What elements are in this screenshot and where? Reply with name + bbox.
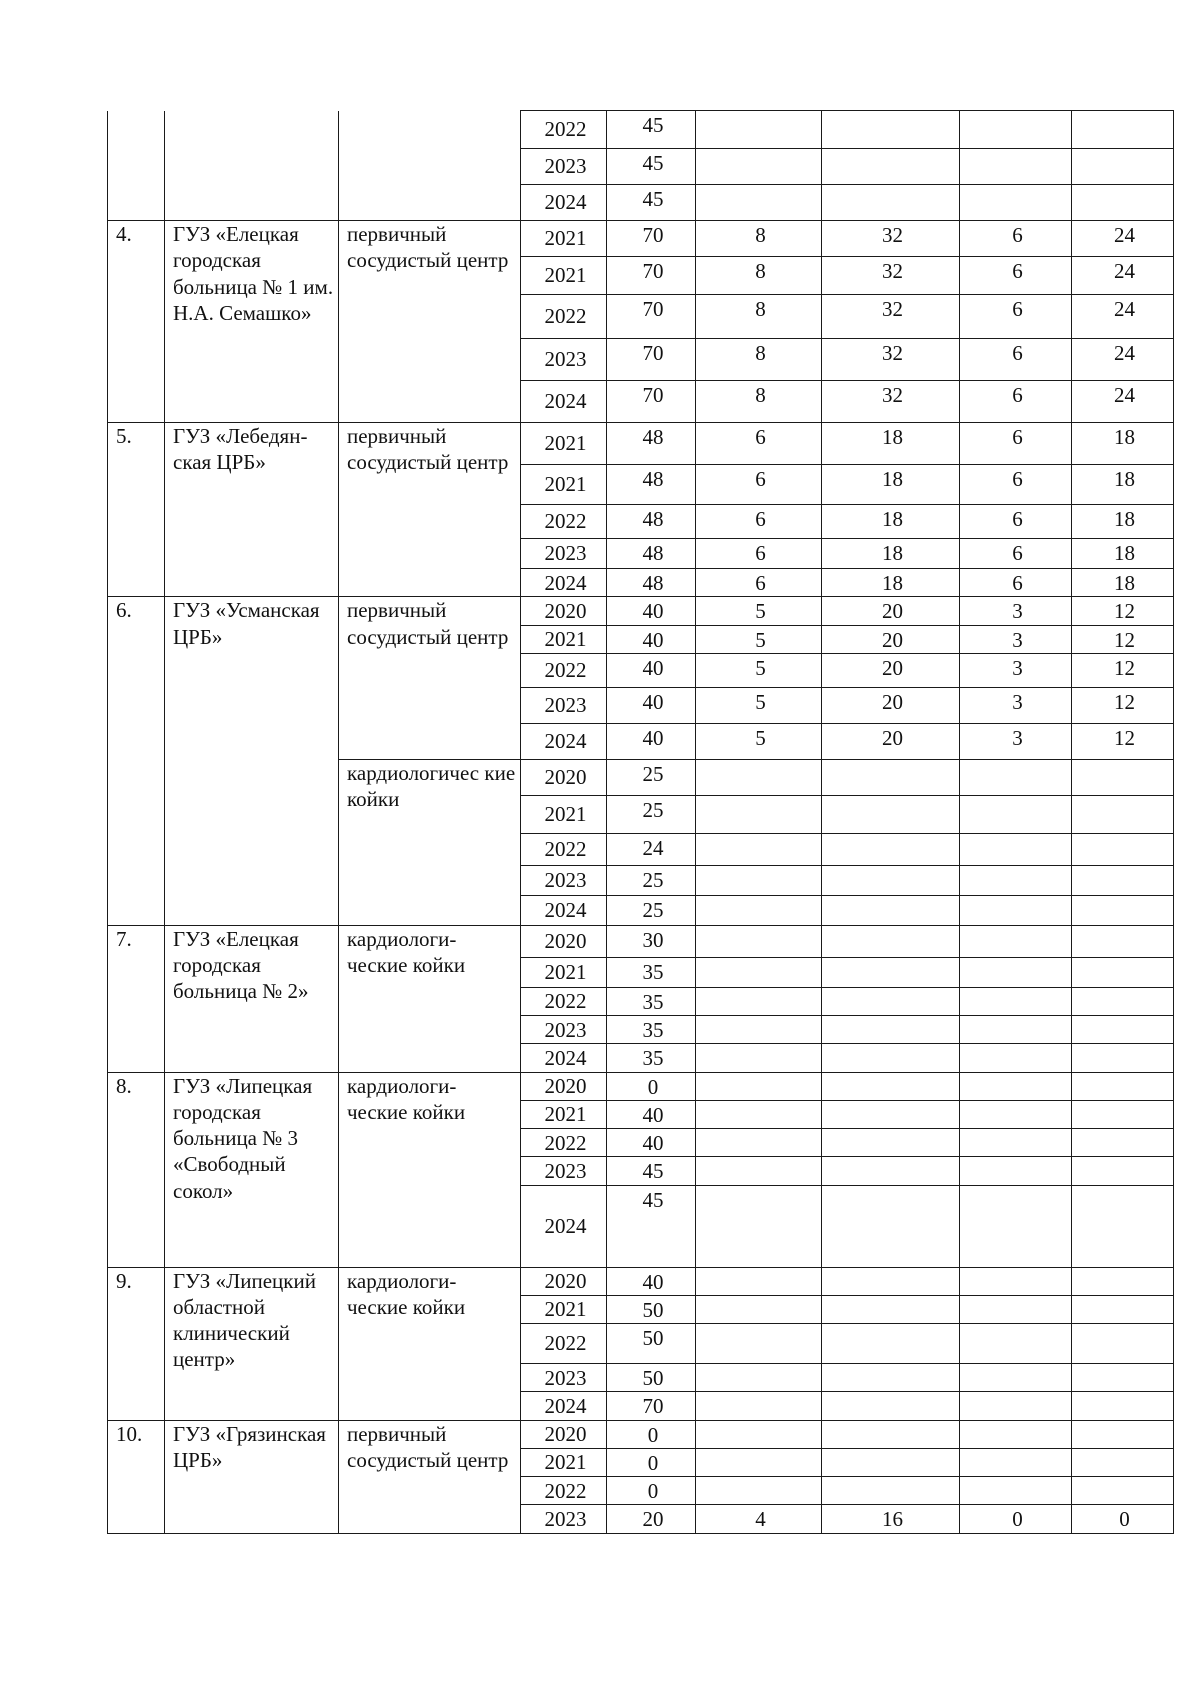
value-cell-c5: 6 (960, 339, 1072, 381)
beds-cell: 48 (607, 505, 696, 539)
value-cell-c4 (822, 795, 960, 833)
beds-cell: 45 (607, 111, 696, 149)
value-cell-c3: 6 (696, 505, 822, 539)
year-cell: 2021 (521, 1295, 607, 1323)
value-cell-c3: 5 (696, 597, 822, 625)
value-cell-c4 (822, 149, 960, 185)
year-cell: 2023 (521, 687, 607, 723)
value-cell-c3 (696, 1157, 822, 1185)
value-cell-c5: 6 (960, 295, 1072, 339)
year-cell: 2020 (521, 1420, 607, 1448)
beds-cell: 40 (607, 723, 696, 759)
row-number-cell: 10. (108, 1420, 165, 1533)
year-cell: 2023 (521, 149, 607, 185)
value-cell-c6: 12 (1072, 723, 1174, 759)
year-cell: 2023 (521, 339, 607, 381)
beds-cell: 45 (607, 185, 696, 221)
value-cell-c6: 24 (1072, 339, 1174, 381)
value-cell-c3 (696, 895, 822, 925)
organization-cell: ГУЗ «Елецкая городская больница № 2» (165, 925, 339, 1072)
value-cell-c3: 5 (696, 653, 822, 687)
beds-cell: 25 (607, 865, 696, 895)
table-row (108, 111, 1174, 149)
year-cell: 2021 (521, 625, 607, 653)
value-cell-c3 (696, 1420, 822, 1448)
value-cell-c6 (1072, 759, 1174, 795)
table-row (108, 597, 1174, 625)
value-cell-c3: 6 (696, 539, 822, 569)
value-cell-c5 (960, 1157, 1072, 1185)
value-cell-c6 (1072, 149, 1174, 185)
beds-cell: 24 (607, 833, 696, 865)
value-cell-c3 (696, 149, 822, 185)
row-number-cell: 9. (108, 1267, 165, 1420)
beds-cell: 0 (607, 1072, 696, 1100)
value-cell-c5 (960, 1072, 1072, 1100)
value-cell-c4 (822, 759, 960, 795)
value-cell-c4 (822, 1072, 960, 1100)
beds-cell: 0 (607, 1420, 696, 1448)
table-row (108, 1420, 1174, 1448)
organization-cell: ГУЗ «Елецкая городская больница № 1 им. Н.А. Семашко» (165, 221, 339, 423)
value-cell-c3: 6 (696, 569, 822, 597)
value-cell-c5 (960, 1016, 1072, 1044)
value-cell-c4: 32 (822, 295, 960, 339)
value-cell-c4 (822, 1392, 960, 1420)
value-cell-c6 (1072, 1324, 1174, 1364)
value-cell-c5: 6 (960, 569, 1072, 597)
beds-cell: 40 (607, 625, 696, 653)
value-cell-c3: 8 (696, 257, 822, 295)
value-cell-c4: 18 (822, 423, 960, 465)
year-cell: 2020 (521, 925, 607, 957)
value-cell-c6 (1072, 1392, 1174, 1420)
value-cell-c5: 3 (960, 597, 1072, 625)
value-cell-c6 (1072, 1295, 1174, 1323)
value-cell-c5 (960, 1477, 1072, 1505)
value-cell-c3 (696, 925, 822, 957)
value-cell-c6 (1072, 1267, 1174, 1295)
continued-num-cell (108, 111, 165, 221)
bed-type-cell: кардиологи-ческие койки (339, 1072, 521, 1267)
value-cell-c6 (1072, 795, 1174, 833)
beds-cell: 40 (607, 653, 696, 687)
value-cell-c4 (822, 1157, 960, 1185)
value-cell-c6 (1072, 1185, 1174, 1267)
beds-cell: 50 (607, 1295, 696, 1323)
beds-cell: 0 (607, 1477, 696, 1505)
value-cell-c4: 18 (822, 505, 960, 539)
value-cell-c4 (822, 1267, 960, 1295)
value-cell-c6 (1072, 1477, 1174, 1505)
value-cell-c5: 6 (960, 221, 1072, 257)
value-cell-c6 (1072, 865, 1174, 895)
year-cell: 2022 (521, 653, 607, 687)
table-body (108, 111, 1174, 1534)
value-cell-c6 (1072, 1364, 1174, 1392)
value-cell-c5: 3 (960, 723, 1072, 759)
value-cell-c5 (960, 1100, 1072, 1128)
row-number-cell: 5. (108, 423, 165, 597)
value-cell-c5 (960, 865, 1072, 895)
value-cell-c5 (960, 833, 1072, 865)
year-cell: 2021 (521, 257, 607, 295)
value-cell-c6: 12 (1072, 625, 1174, 653)
value-cell-c4 (822, 1324, 960, 1364)
value-cell-c5: 0 (960, 1505, 1072, 1533)
row-number-cell: 4. (108, 221, 165, 423)
value-cell-c4: 20 (822, 687, 960, 723)
year-cell: 2024 (521, 723, 607, 759)
value-cell-c5: 6 (960, 257, 1072, 295)
value-cell-c6 (1072, 1129, 1174, 1157)
year-cell: 2021 (521, 1448, 607, 1476)
value-cell-c5 (960, 987, 1072, 1015)
year-cell: 2022 (521, 833, 607, 865)
value-cell-c4: 32 (822, 339, 960, 381)
bed-type-cell: кардиологи-ческие койки (339, 925, 521, 1072)
year-cell: 2022 (521, 1129, 607, 1157)
value-cell-c4 (822, 1044, 960, 1072)
value-cell-c6 (1072, 957, 1174, 987)
value-cell-c6: 12 (1072, 597, 1174, 625)
value-cell-c6: 24 (1072, 221, 1174, 257)
row-number-cell: 8. (108, 1072, 165, 1267)
value-cell-c5: 3 (960, 687, 1072, 723)
value-cell-c3 (696, 1044, 822, 1072)
year-cell: 2024 (521, 569, 607, 597)
value-cell-c4 (822, 1477, 960, 1505)
value-cell-c5 (960, 759, 1072, 795)
value-cell-c6: 0 (1072, 1505, 1174, 1533)
value-cell-c3 (696, 957, 822, 987)
value-cell-c5: 6 (960, 465, 1072, 505)
value-cell-c3 (696, 1364, 822, 1392)
value-cell-c5 (960, 185, 1072, 221)
value-cell-c6 (1072, 895, 1174, 925)
beds-cell: 30 (607, 925, 696, 957)
year-cell: 2020 (521, 1072, 607, 1100)
value-cell-c4 (822, 1448, 960, 1476)
value-cell-c4: 32 (822, 221, 960, 257)
beds-cell: 50 (607, 1324, 696, 1364)
value-cell-c3 (696, 1392, 822, 1420)
table-row (108, 925, 1174, 957)
value-cell-c4: 20 (822, 597, 960, 625)
beds-cell: 50 (607, 1364, 696, 1392)
beds-cell: 40 (607, 1100, 696, 1128)
value-cell-c4 (822, 1016, 960, 1044)
value-cell-c6 (1072, 1157, 1174, 1185)
value-cell-c3: 6 (696, 423, 822, 465)
year-cell: 2023 (521, 1016, 607, 1044)
value-cell-c6 (1072, 987, 1174, 1015)
table-row (108, 221, 1174, 257)
value-cell-c4: 32 (822, 257, 960, 295)
year-cell: 2023 (521, 1157, 607, 1185)
value-cell-c3 (696, 1129, 822, 1157)
beds-cell: 70 (607, 1392, 696, 1420)
year-cell: 2024 (521, 381, 607, 423)
value-cell-c4: 20 (822, 723, 960, 759)
value-cell-c3 (696, 1448, 822, 1476)
value-cell-c6 (1072, 1100, 1174, 1128)
year-cell: 2021 (521, 1100, 607, 1128)
value-cell-c3 (696, 795, 822, 833)
year-cell: 2020 (521, 1267, 607, 1295)
year-cell: 2021 (521, 957, 607, 987)
value-cell-c4: 18 (822, 569, 960, 597)
table-row (108, 423, 1174, 465)
beds-cell: 20 (607, 1505, 696, 1533)
value-cell-c4: 32 (822, 381, 960, 423)
year-cell: 2022 (521, 1324, 607, 1364)
beds-cell: 70 (607, 381, 696, 423)
value-cell-c4 (822, 111, 960, 149)
organization-cell: ГУЗ «Липецкий областной клинический центр» (165, 1267, 339, 1420)
value-cell-c6 (1072, 1016, 1174, 1044)
beds-cell: 70 (607, 257, 696, 295)
table-row (108, 1072, 1174, 1100)
value-cell-c5 (960, 925, 1072, 957)
value-cell-c5: 6 (960, 505, 1072, 539)
beds-cell: 48 (607, 569, 696, 597)
beds-cell: 45 (607, 149, 696, 185)
value-cell-c6 (1072, 925, 1174, 957)
year-cell: 2022 (521, 295, 607, 339)
value-cell-c6: 18 (1072, 423, 1174, 465)
value-cell-c4 (822, 833, 960, 865)
value-cell-c6 (1072, 111, 1174, 149)
value-cell-c4 (822, 1295, 960, 1323)
value-cell-c4 (822, 1364, 960, 1392)
year-cell: 2024 (521, 1044, 607, 1072)
bed-type-cell: первичный сосудистый центр (339, 1420, 521, 1533)
beds-cell: 70 (607, 221, 696, 257)
value-cell-c6 (1072, 185, 1174, 221)
year-cell: 2023 (521, 865, 607, 895)
year-cell: 2022 (521, 505, 607, 539)
beds-cell: 25 (607, 895, 696, 925)
value-cell-c6 (1072, 1420, 1174, 1448)
value-cell-c4: 18 (822, 465, 960, 505)
value-cell-c6: 18 (1072, 505, 1174, 539)
bed-type-cell: первичный сосудистый центр (339, 221, 521, 423)
value-cell-c3 (696, 1016, 822, 1044)
value-cell-c6: 24 (1072, 381, 1174, 423)
organization-cell: ГУЗ «Липецкая городская больница № 3 «Свободный сокол» (165, 1072, 339, 1267)
value-cell-c5: 6 (960, 539, 1072, 569)
year-cell: 2022 (521, 111, 607, 149)
beds-cell: 0 (607, 1448, 696, 1476)
value-cell-c5 (960, 1448, 1072, 1476)
bed-type-cell: первичный сосудистый центр (339, 597, 521, 760)
organization-cell: ГУЗ «Грязинская ЦРБ» (165, 1420, 339, 1533)
beds-cell: 70 (607, 295, 696, 339)
beds-cell: 40 (607, 597, 696, 625)
value-cell-c6: 12 (1072, 653, 1174, 687)
year-cell: 2024 (521, 185, 607, 221)
value-cell-c6 (1072, 1072, 1174, 1100)
value-cell-c6: 12 (1072, 687, 1174, 723)
year-cell: 2023 (521, 539, 607, 569)
value-cell-c3 (696, 865, 822, 895)
value-cell-c4: 20 (822, 653, 960, 687)
value-cell-c4 (822, 185, 960, 221)
value-cell-c3 (696, 1185, 822, 1267)
value-cell-c3: 8 (696, 381, 822, 423)
value-cell-c3: 4 (696, 1505, 822, 1533)
row-number-cell: 6. (108, 597, 165, 926)
year-cell: 2024 (521, 1185, 607, 1267)
beds-cell: 45 (607, 1157, 696, 1185)
beds-cell: 70 (607, 339, 696, 381)
value-cell-c5 (960, 111, 1072, 149)
year-cell: 2023 (521, 1505, 607, 1533)
value-cell-c3 (696, 1072, 822, 1100)
bed-type-cell: первичный сосудистый центр (339, 423, 521, 597)
value-cell-c3: 8 (696, 221, 822, 257)
beds-cell: 35 (607, 1044, 696, 1072)
year-cell: 2021 (521, 465, 607, 505)
beds-cell: 35 (607, 987, 696, 1015)
value-cell-c5: 6 (960, 381, 1072, 423)
organization-cell: ГУЗ «Усманская ЦРБ» (165, 597, 339, 926)
year-cell: 2022 (521, 1477, 607, 1505)
beds-cell: 35 (607, 1016, 696, 1044)
value-cell-c4: 20 (822, 625, 960, 653)
year-cell: 2021 (521, 423, 607, 465)
value-cell-c6 (1072, 1448, 1174, 1476)
value-cell-c5 (960, 1295, 1072, 1323)
value-cell-c3 (696, 1324, 822, 1364)
value-cell-c3 (696, 1477, 822, 1505)
row-number-cell: 7. (108, 925, 165, 1072)
value-cell-c4 (822, 1100, 960, 1128)
organization-cell: ГУЗ «Лебедян-ская ЦРБ» (165, 423, 339, 597)
value-cell-c5: 3 (960, 625, 1072, 653)
year-cell: 2024 (521, 1392, 607, 1420)
value-cell-c3 (696, 759, 822, 795)
value-cell-c3 (696, 833, 822, 865)
year-cell: 2021 (521, 795, 607, 833)
value-cell-c3: 8 (696, 295, 822, 339)
beds-cell: 48 (607, 423, 696, 465)
year-cell: 2023 (521, 1364, 607, 1392)
beds-cell: 25 (607, 759, 696, 795)
value-cell-c3 (696, 185, 822, 221)
value-cell-c5 (960, 795, 1072, 833)
value-cell-c6 (1072, 1044, 1174, 1072)
value-cell-c5: 3 (960, 653, 1072, 687)
value-cell-c4 (822, 1185, 960, 1267)
beds-cell: 40 (607, 1129, 696, 1157)
value-cell-c4 (822, 925, 960, 957)
value-cell-c3 (696, 1295, 822, 1323)
value-cell-c5 (960, 1392, 1072, 1420)
value-cell-c3: 5 (696, 687, 822, 723)
beds-cell: 25 (607, 795, 696, 833)
value-cell-c4 (822, 957, 960, 987)
bed-capacity-table (107, 110, 1174, 1534)
value-cell-c6 (1072, 833, 1174, 865)
value-cell-c6: 18 (1072, 569, 1174, 597)
bed-type-cell: кардиологи-ческие койки (339, 1267, 521, 1420)
beds-cell: 40 (607, 1267, 696, 1295)
year-cell: 2021 (521, 221, 607, 257)
value-cell-c5 (960, 1364, 1072, 1392)
continued-org-cell (165, 111, 339, 221)
value-cell-c6: 18 (1072, 465, 1174, 505)
value-cell-c3 (696, 987, 822, 1015)
value-cell-c5: 6 (960, 423, 1072, 465)
year-cell: 2022 (521, 987, 607, 1015)
beds-cell: 40 (607, 687, 696, 723)
value-cell-c3: 5 (696, 723, 822, 759)
value-cell-c5 (960, 1267, 1072, 1295)
value-cell-c3 (696, 1100, 822, 1128)
value-cell-c4 (822, 1129, 960, 1157)
bed-type-cell: кардиологичес кие койки (339, 759, 521, 925)
year-cell: 2020 (521, 759, 607, 795)
value-cell-c6: 24 (1072, 295, 1174, 339)
beds-cell: 48 (607, 465, 696, 505)
beds-cell: 45 (607, 1185, 696, 1267)
value-cell-c4 (822, 865, 960, 895)
value-cell-c3: 6 (696, 465, 822, 505)
value-cell-c4 (822, 895, 960, 925)
value-cell-c5 (960, 1420, 1072, 1448)
value-cell-c3: 5 (696, 625, 822, 653)
year-cell: 2024 (521, 895, 607, 925)
value-cell-c3: 8 (696, 339, 822, 381)
value-cell-c5 (960, 1129, 1072, 1157)
value-cell-c4: 16 (822, 1505, 960, 1533)
value-cell-c4 (822, 1420, 960, 1448)
beds-cell: 35 (607, 957, 696, 987)
value-cell-c5 (960, 1185, 1072, 1267)
value-cell-c5 (960, 1324, 1072, 1364)
value-cell-c5 (960, 895, 1072, 925)
value-cell-c6: 24 (1072, 257, 1174, 295)
value-cell-c5 (960, 1044, 1072, 1072)
table-row (108, 1267, 1174, 1295)
value-cell-c4: 18 (822, 539, 960, 569)
value-cell-c4 (822, 987, 960, 1015)
beds-cell: 48 (607, 539, 696, 569)
continued-type-cell (339, 111, 521, 221)
value-cell-c3 (696, 1267, 822, 1295)
year-cell: 2020 (521, 597, 607, 625)
value-cell-c5 (960, 149, 1072, 185)
value-cell-c6: 18 (1072, 539, 1174, 569)
value-cell-c3 (696, 111, 822, 149)
value-cell-c5 (960, 957, 1072, 987)
